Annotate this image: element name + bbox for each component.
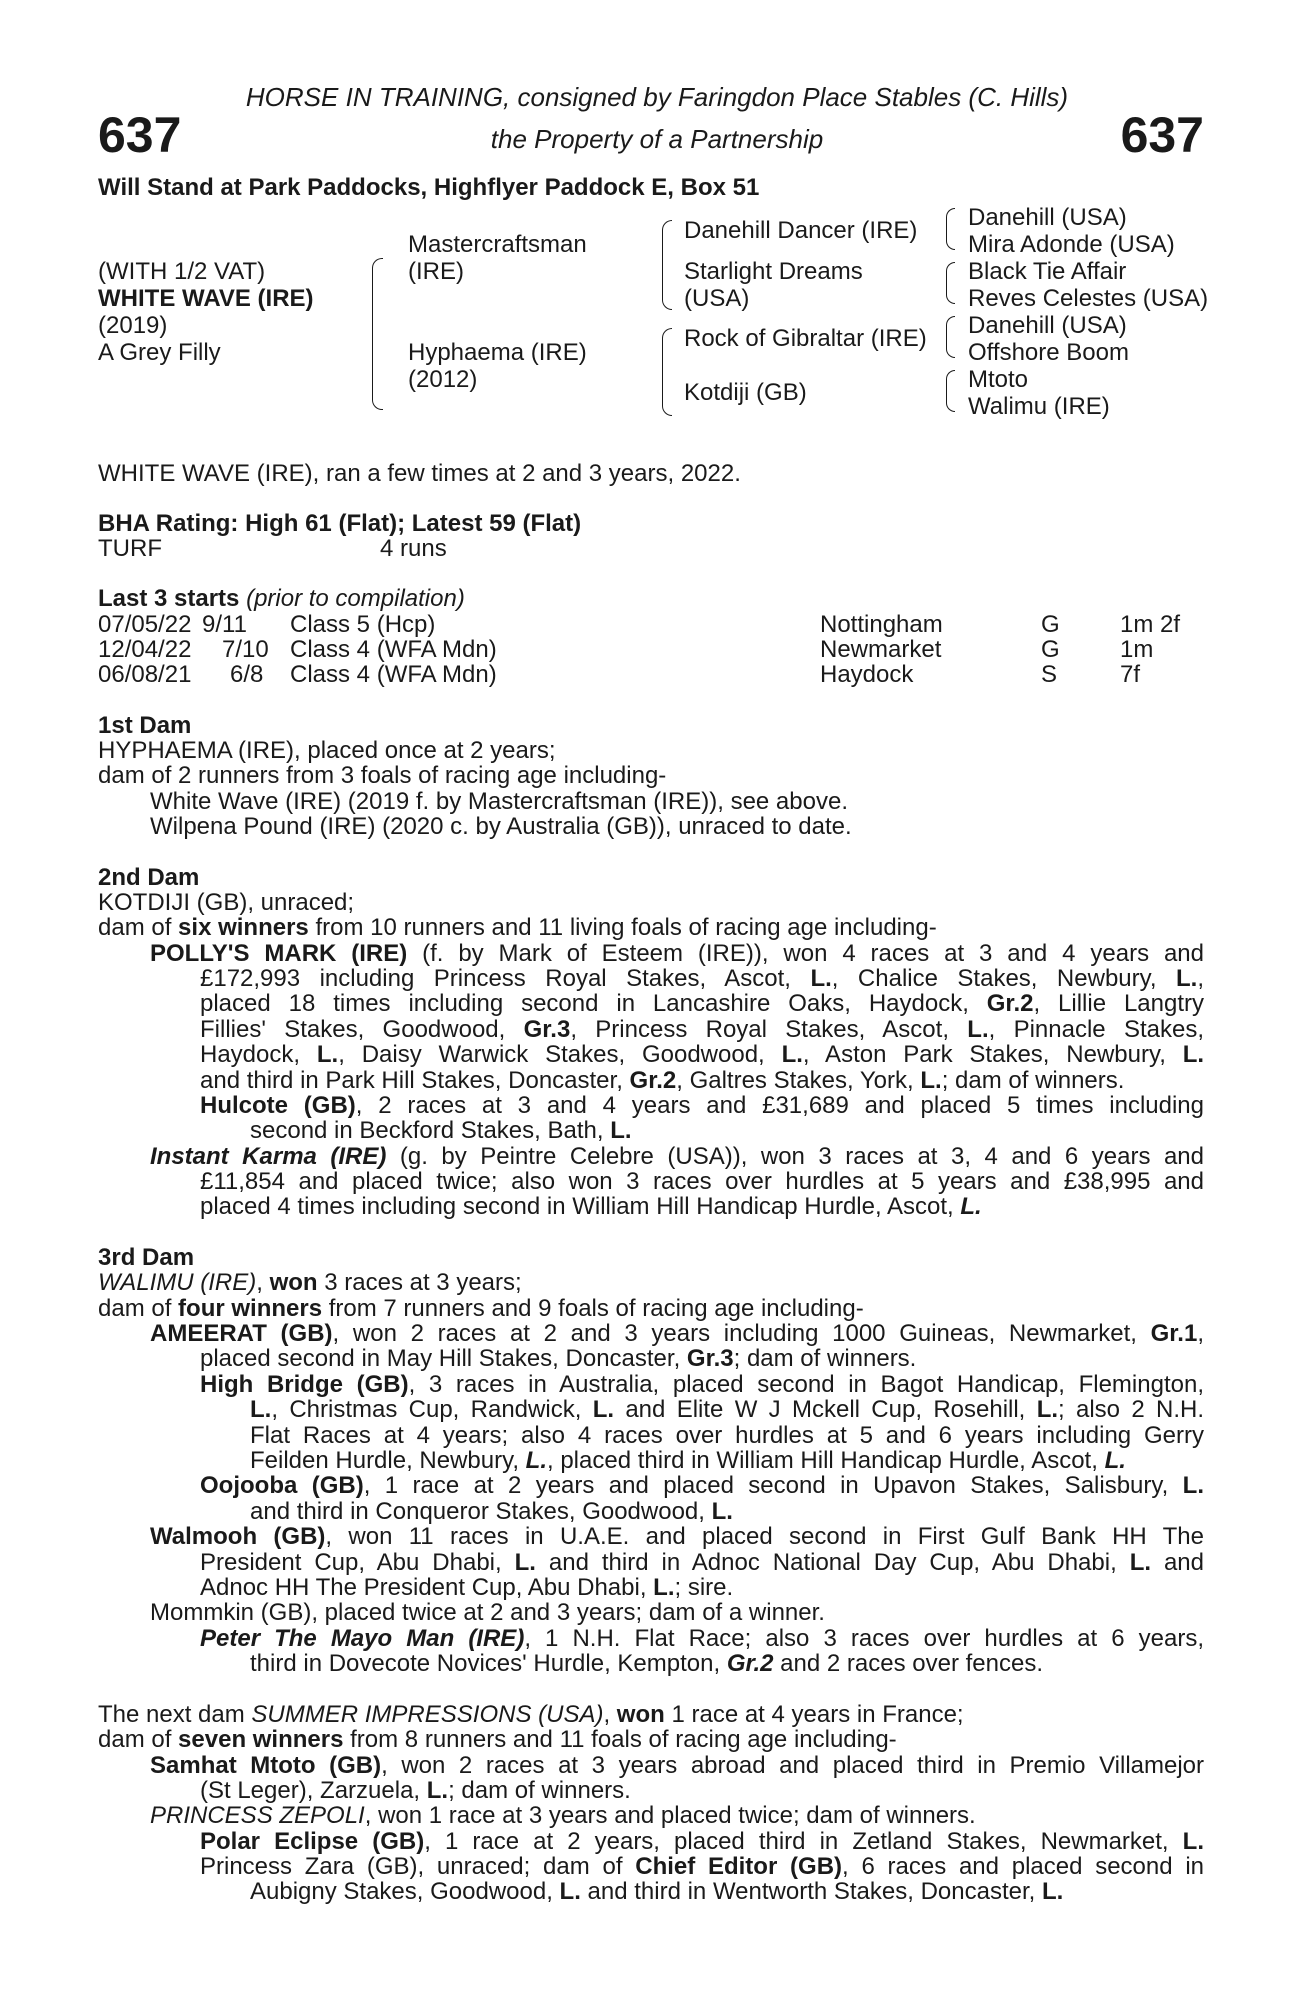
text-run: ; dam of winners. bbox=[941, 1067, 1125, 1094]
text-run: SUMMER IMPRESSIONS (USA) bbox=[251, 1701, 604, 1728]
highbridge-line bbox=[250, 1448, 1126, 1474]
text-run-bold: L. bbox=[316, 1041, 339, 1068]
winner-name: Instant Karma (IRE) bbox=[150, 1143, 387, 1170]
text-run: , 1 race at 2 years and placed second in Upavon Stakes, Salisbury, bbox=[363, 1472, 1183, 1499]
text-run-bold: four winners bbox=[178, 1295, 323, 1322]
text-run-bold: L. bbox=[1104, 1447, 1126, 1474]
sire-line1: Mastercraftsman bbox=[408, 231, 587, 258]
first-dam-heading bbox=[98, 713, 191, 739]
horse-year: (2019) bbox=[98, 312, 168, 339]
dds: Mtoto bbox=[968, 366, 1029, 393]
walmooh-line bbox=[200, 1550, 1204, 1576]
text-run: , Galtres Stakes, York, bbox=[676, 1067, 921, 1094]
text-run: , won 1 race at 3 years and placed twice; dam of winners. bbox=[364, 1802, 976, 1829]
text-run: The next dam bbox=[98, 1701, 252, 1728]
karma-line bbox=[150, 1144, 1204, 1170]
property-line: the Property of a Partnership bbox=[490, 124, 824, 154]
winner-name: Walmooh (GB) bbox=[150, 1523, 326, 1550]
polly-line bbox=[200, 1042, 1204, 1068]
sds: Black Tie Affair bbox=[968, 258, 1127, 285]
highbridge-line bbox=[200, 1372, 1204, 1398]
start-race: Class 4 (WFA Mdn) bbox=[290, 661, 497, 688]
text-run: dam of bbox=[98, 1295, 179, 1322]
zara-line bbox=[200, 1854, 1204, 1880]
text-run-bold: Gr.2 bbox=[629, 1067, 677, 1094]
text-run-bold: L. bbox=[250, 1396, 272, 1423]
text-run: ; sire. bbox=[674, 1574, 734, 1601]
text-run-bold: seven winners bbox=[178, 1726, 344, 1753]
karma-line: £11,854 and placed twice; also won 3 races over hurdles at 5 years and £38,995 and bbox=[200, 1168, 1204, 1195]
text-run-bold: L. bbox=[653, 1574, 675, 1601]
text-run: President Cup, Abu Dhabi, bbox=[200, 1549, 515, 1576]
text-run-bold: L. bbox=[592, 1396, 615, 1423]
third-dam-heading-text: 3rd Dam bbox=[98, 1244, 195, 1271]
text-run-bold: Gr.2 bbox=[726, 1650, 774, 1677]
text-run: , 6 races and placed second in bbox=[842, 1853, 1204, 1880]
winner-name: Polar Eclipse (GB) bbox=[200, 1828, 425, 1855]
peter-line bbox=[200, 1626, 1204, 1652]
polar-line bbox=[200, 1829, 1204, 1855]
second-dam-heading bbox=[98, 865, 199, 891]
text-run-bold: L. bbox=[1129, 1549, 1152, 1576]
rating-surface: TURF bbox=[98, 535, 162, 562]
start-distance: 1m 2f bbox=[1120, 611, 1181, 638]
text-run: £172,993 including Princess Royal Stakes, Ascot, bbox=[200, 965, 811, 992]
start-going: G bbox=[1041, 611, 1060, 638]
hulcote-line bbox=[250, 1118, 632, 1144]
last-starts-heading bbox=[98, 586, 465, 612]
horse-name-text: WHITE WAVE (IRE) bbox=[98, 285, 314, 312]
winner-name: High Bridge (GB) bbox=[200, 1371, 409, 1398]
third-dam-heading bbox=[98, 1245, 194, 1271]
polly-line bbox=[200, 1017, 1204, 1043]
start-course: Haydock bbox=[820, 661, 914, 688]
text-run: and third in Adnoc National Day Cup, Abu Dhabi, bbox=[535, 1549, 1130, 1576]
second-dam-line bbox=[98, 915, 937, 941]
text-run-bold: L. bbox=[967, 1016, 989, 1043]
pedigree-brace-main bbox=[372, 258, 383, 410]
highbridge-line bbox=[250, 1397, 1204, 1423]
text-run: from 7 runners and 9 foals of racing age including- bbox=[322, 1295, 864, 1322]
text-run-bold: Gr.2 bbox=[986, 990, 1034, 1017]
text-run-bold: L. bbox=[1041, 1878, 1064, 1905]
racing-summary: WHITE WAVE (IRE), ran a few times at 2 and 3 years, 2022. bbox=[98, 460, 741, 487]
text-run-bold: Gr.3 bbox=[686, 1345, 734, 1372]
text-run-bold: Chief Editor (GB) bbox=[635, 1853, 843, 1880]
second-dam-line: KOTDIJI (GB), unraced; bbox=[98, 889, 355, 916]
text-run: (g. by Peintre Celebre (USA)), won 3 races at 3, 4 and 6 years and bbox=[386, 1143, 1204, 1170]
text-run: dam of bbox=[98, 914, 179, 941]
first-dam-line: HYPHAEMA (IRE), placed once at 2 years; bbox=[98, 737, 556, 764]
text-run: Princess Zara (GB), unraced; dam of bbox=[200, 1853, 636, 1880]
text-run-bold: L. bbox=[781, 1041, 803, 1068]
text-run: 1 race at 4 years in France; bbox=[664, 1701, 964, 1728]
text-run-bold: L. bbox=[1182, 1828, 1204, 1855]
text-run: Adnoc HH The President Cup, Abu Dhabi, bbox=[200, 1574, 654, 1601]
dam-line2: (2012) bbox=[408, 366, 478, 393]
ameerat-line bbox=[200, 1346, 916, 1372]
text-run: , Chalice Stakes, Newbury, bbox=[831, 965, 1176, 992]
text-run-bold: L. bbox=[920, 1067, 942, 1094]
start-distance: 1m bbox=[1120, 636, 1154, 663]
zepoli-line bbox=[150, 1803, 976, 1829]
ssd: Mira Adonde (USA) bbox=[968, 231, 1175, 258]
dam-dam: Kotdiji (GB) bbox=[684, 379, 807, 406]
lot-number-left: 637 bbox=[98, 107, 182, 163]
text-run: Haydock, bbox=[200, 1041, 317, 1068]
text-run-bold: L. bbox=[711, 1498, 733, 1525]
start-distance: 7f bbox=[1120, 661, 1141, 688]
text-run-bold: L. bbox=[426, 1777, 449, 1804]
oojooba-line bbox=[250, 1499, 733, 1525]
rating-heading-text: BHA Rating: High 61 (Flat); Latest 59 (Flat) bbox=[98, 510, 582, 537]
dss: Danehill (USA) bbox=[968, 312, 1127, 339]
third-dam-line bbox=[98, 1296, 864, 1322]
pedigree-brace-ss bbox=[946, 208, 955, 250]
text-run: ; also 2 N.H. bbox=[1058, 1396, 1205, 1423]
start-course: Nottingham bbox=[820, 611, 943, 638]
text-run: and third in Park Hill Stakes, Doncaster, bbox=[200, 1067, 630, 1094]
start-date: 06/08/21 bbox=[98, 661, 192, 688]
horse-name bbox=[98, 285, 314, 312]
winner-name: AMEERAT (GB) bbox=[150, 1320, 333, 1347]
rating-runs: 4 runs bbox=[380, 535, 447, 562]
text-run: , 2 races at 3 and 4 years and £31,689 and placed 5 times including bbox=[355, 1092, 1204, 1119]
text-run: second in Beckford Stakes, Bath, bbox=[250, 1117, 611, 1144]
pedigree-brace-dam bbox=[662, 328, 672, 416]
winner-name: Oojooba (GB) bbox=[200, 1472, 364, 1499]
start-race: Class 4 (WFA Mdn) bbox=[290, 636, 497, 663]
text-run: placed 4 times including second in William Hill Handicap Hurdle, Ascot, bbox=[200, 1193, 961, 1220]
start-position: 9/11 bbox=[202, 611, 247, 638]
text-run: , placed third in William Hill Handicap Hurdle, Ascot, bbox=[547, 1447, 1105, 1474]
polly-line bbox=[150, 941, 1204, 967]
text-run-bold: L. bbox=[559, 1878, 581, 1905]
text-run: , won 2 races at 3 years abroad and placed third in Premio Villamejor bbox=[381, 1752, 1205, 1779]
zara-line bbox=[250, 1879, 1063, 1905]
text-run: , Princess Royal Stakes, Ascot, bbox=[570, 1016, 968, 1043]
text-run: and 2 races over fences. bbox=[773, 1650, 1043, 1677]
dam-sire: Rock of Gibraltar (IRE) bbox=[684, 325, 927, 352]
samhat-line bbox=[150, 1753, 1204, 1779]
dsd: Offshore Boom bbox=[968, 339, 1129, 366]
mommkin-line: Mommkin (GB), placed twice at 2 and 3 years; dam of a winner. bbox=[150, 1599, 825, 1626]
text-run-bold: L. bbox=[1036, 1396, 1059, 1423]
rating-heading bbox=[98, 511, 581, 537]
text-run: and third in Wentworth Stakes, Doncaster, bbox=[580, 1878, 1042, 1905]
text-run: , Daisy Warwick Stakes, Goodwood, bbox=[338, 1041, 782, 1068]
polly-line bbox=[200, 991, 1204, 1017]
text-run-bold: L. bbox=[610, 1117, 632, 1144]
walmooh-line bbox=[200, 1575, 733, 1601]
walmooh-line bbox=[150, 1524, 1204, 1550]
text-run: , Aston Park Stakes, Newbury, bbox=[802, 1041, 1183, 1068]
text-run-bold: Gr.1 bbox=[1150, 1320, 1198, 1347]
next-dam-line bbox=[98, 1727, 897, 1753]
sire-dam-line2: (USA) bbox=[684, 285, 750, 312]
text-run: third in Dovecote Novices' Hurdle, Kempton, bbox=[250, 1650, 727, 1677]
winner-name: Peter The Mayo Man (IRE) bbox=[200, 1625, 525, 1652]
text-run: WALIMU (IRE) bbox=[98, 1269, 257, 1296]
first-dam-produce: Wilpena Pound (IRE) (2020 c. by Australia (GB)), unraced to date. bbox=[150, 813, 852, 840]
polly-line bbox=[200, 1068, 1124, 1094]
start-position: 7/10 bbox=[222, 636, 269, 663]
start-going: S bbox=[1041, 661, 1058, 688]
third-dam-line bbox=[98, 1270, 522, 1296]
text-run-bold: won bbox=[616, 1701, 665, 1728]
text-run: Fillies' Stakes, Goodwood, bbox=[200, 1016, 524, 1043]
second-dam-heading-text: 2nd Dam bbox=[98, 864, 200, 891]
sire-dam-line1: Starlight Dreams bbox=[684, 258, 863, 285]
text-run-bold: L. bbox=[1176, 965, 1198, 992]
highbridge-line: Flat Races at 4 years; also 4 races over hurdles at 5 and 6 years including Gerry bbox=[250, 1422, 1204, 1449]
text-run: , won 11 races in U.A.E. and placed second in First Gulf Bank HH The bbox=[325, 1523, 1204, 1550]
text-run: , bbox=[603, 1701, 617, 1728]
text-run: from 8 runners and 11 foals of racing age including- bbox=[343, 1726, 897, 1753]
pedigree-brace-sire bbox=[662, 220, 672, 310]
first-dam-heading-text: 1st Dam bbox=[98, 712, 192, 739]
consignor-line: HORSE IN TRAINING, consigned by Faringdon Place Stables (C. Hills) bbox=[245, 82, 1069, 112]
text-run: placed second in May Hill Stakes, Doncaster, bbox=[200, 1345, 687, 1372]
text-run: 3 races at 3 years; bbox=[317, 1269, 522, 1296]
text-run: and bbox=[1151, 1549, 1205, 1576]
last-starts-heading-italic: (prior to compilation) bbox=[246, 585, 465, 612]
pedigree-brace-sd bbox=[946, 262, 955, 304]
oojooba-line bbox=[200, 1473, 1204, 1499]
text-run: ; dam of winners. bbox=[448, 1777, 631, 1804]
polly-line bbox=[200, 966, 1204, 992]
text-run: placed 18 times including second in Lancashire Oaks, Haydock, bbox=[200, 990, 987, 1017]
start-date: 12/04/22 bbox=[98, 636, 192, 663]
text-run: , Pinnacle Stakes, bbox=[988, 1016, 1204, 1043]
text-run-bold: L. bbox=[960, 1193, 982, 1220]
text-run: (f. by Mark of Esteem (IRE)), won 4 races at 3 and 4 years and bbox=[407, 940, 1204, 967]
horse-description: A Grey Filly bbox=[98, 339, 221, 366]
text-run: ; dam of winners. bbox=[733, 1345, 917, 1372]
text-run: , bbox=[1197, 1320, 1204, 1347]
start-race: Class 5 (Hcp) bbox=[290, 611, 436, 638]
text-run-bold: won bbox=[269, 1269, 318, 1296]
text-run-bold: six winners bbox=[178, 914, 309, 941]
text-run-bold: L. bbox=[1182, 1472, 1204, 1499]
text-run: Aubigny Stakes, Goodwood, bbox=[250, 1878, 560, 1905]
text-run-bold: L. bbox=[514, 1549, 536, 1576]
text-run: from 10 runners and 11 living foals of racing age including- bbox=[308, 914, 937, 941]
text-run: PRINCESS ZEPOLI bbox=[150, 1802, 365, 1829]
text-run: , won 2 races at 2 and 3 years including 1000 Guineas, Newmarket, bbox=[332, 1320, 1151, 1347]
sdd: Reves Celestes (USA) bbox=[968, 285, 1209, 312]
text-run: Feilden Hurdle, Newbury, bbox=[250, 1447, 526, 1474]
first-dam-line: dam of 2 runners from 3 foals of racing age including- bbox=[98, 762, 667, 789]
text-run-bold: L. bbox=[1182, 1041, 1205, 1068]
text-run: and third in Conqueror Stakes, Goodwood, bbox=[250, 1498, 712, 1525]
vat-note: (WITH 1/2 VAT) bbox=[98, 258, 266, 285]
winner-name: Samhat Mtoto (GB) bbox=[150, 1752, 382, 1779]
pedigree-brace-dd bbox=[946, 370, 955, 412]
start-course: Newmarket bbox=[820, 636, 942, 663]
sire-sire: Danehill Dancer (IRE) bbox=[684, 217, 918, 244]
next-dam-line bbox=[98, 1702, 964, 1728]
text-run: , 1 N.H. Flat Race; also 3 races over hurdles at 6 years, bbox=[524, 1625, 1204, 1652]
text-run: , bbox=[256, 1269, 270, 1296]
first-dam-produce: White Wave (IRE) (2019 f. by Mastercraftsman (IRE)), see above. bbox=[150, 788, 848, 815]
lot-number-right: 637 bbox=[1120, 107, 1204, 163]
winner-name: POLLY'S MARK (IRE) bbox=[150, 940, 408, 967]
karma-line bbox=[200, 1194, 982, 1220]
winner-name: Hulcote (GB) bbox=[200, 1092, 356, 1119]
text-run-bold: L. bbox=[525, 1447, 547, 1474]
text-run: , bbox=[1197, 965, 1204, 992]
start-position: 6/8 bbox=[230, 661, 264, 688]
text-run: dam of bbox=[98, 1726, 179, 1753]
text-run-bold: Gr.3 bbox=[523, 1016, 571, 1043]
peter-line bbox=[250, 1651, 1043, 1677]
text-run: , Lillie Langtry bbox=[1033, 990, 1205, 1017]
ddd: Walimu (IRE) bbox=[968, 393, 1110, 420]
start-date: 07/05/22 bbox=[98, 611, 192, 638]
stand-location: Will Stand at Park Paddocks, Highflyer Paddock E, Box 51 bbox=[98, 174, 760, 201]
samhat-line bbox=[200, 1778, 631, 1804]
text-run-bold: L. bbox=[810, 965, 832, 992]
ameerat-line bbox=[150, 1321, 1204, 1347]
start-going: G bbox=[1041, 636, 1060, 663]
text-run: , 1 race at 2 years, placed third in Zetland Stakes, Newmarket, bbox=[424, 1828, 1183, 1855]
last-starts-heading-bold: Last 3 starts bbox=[98, 585, 240, 612]
text-run: , Christmas Cup, Randwick, bbox=[271, 1396, 593, 1423]
hulcote-line bbox=[200, 1093, 1204, 1119]
text-run: , 3 races in Australia, placed second in Bagot Handicap, Flemington, bbox=[408, 1371, 1204, 1398]
sss: Danehill (USA) bbox=[968, 204, 1127, 231]
text-run: and Elite W J Mckell Cup, Rosehill, bbox=[614, 1396, 1037, 1423]
text-run: (St Leger), Zarzuela, bbox=[200, 1777, 427, 1804]
pedigree-brace-ds bbox=[946, 316, 955, 358]
dam-line1: Hyphaema (IRE) bbox=[408, 339, 587, 366]
sire-line2: (IRE) bbox=[408, 258, 464, 285]
